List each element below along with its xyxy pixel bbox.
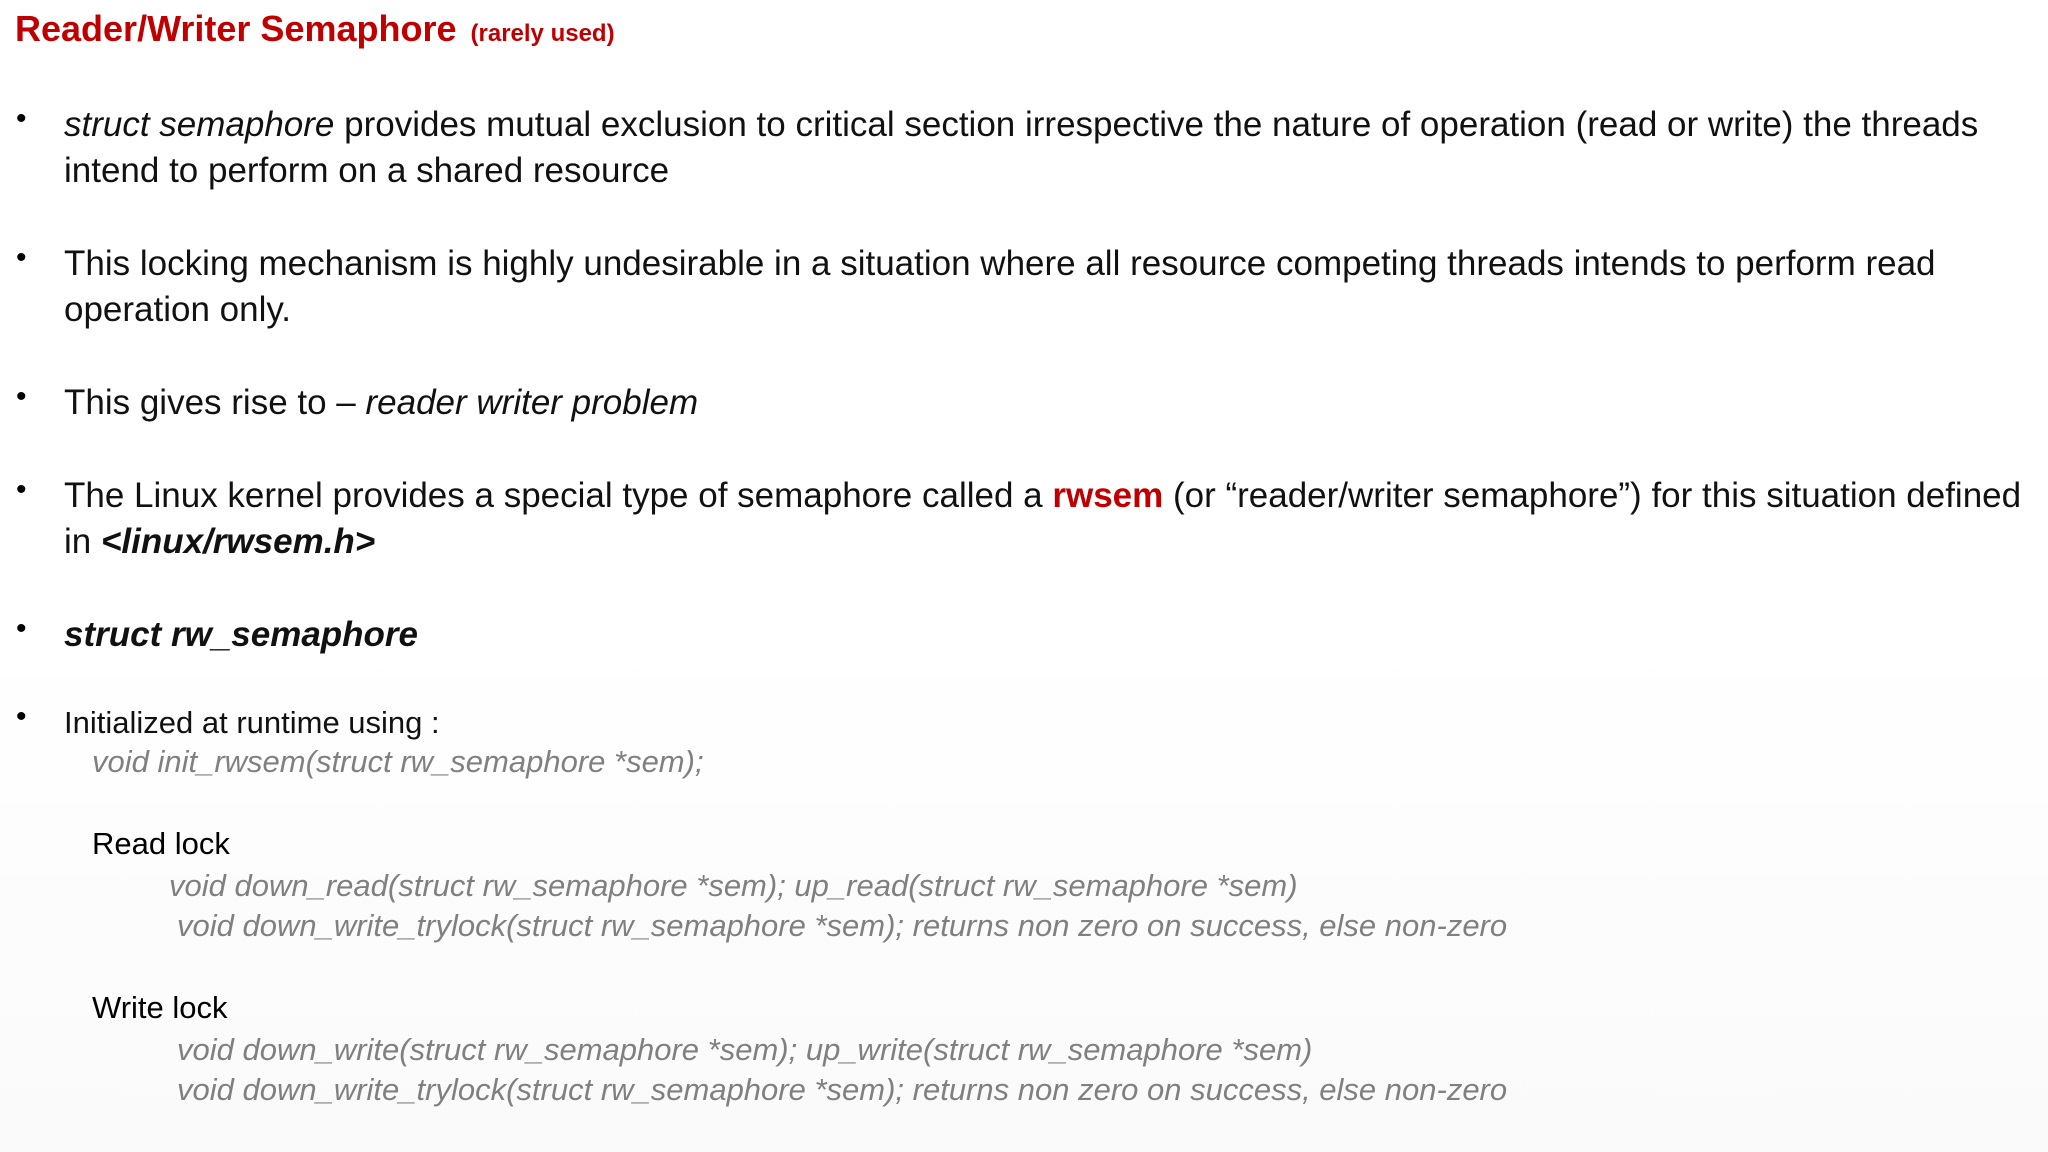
- bullet-2-text: This locking mechanism is highly undesirable in a situation where all resource competing threads intends to perform read operation only.: [64, 244, 1936, 329]
- bullet-dot: •: [16, 700, 27, 733]
- bullet-3-text: [64, 380, 2034, 426]
- write-lock-line-2: void down_write_trylock(struct rw_semaphore *sem); returns non zero on success, else non-zero: [177, 1072, 1508, 1107]
- write-lock-line-1: void down_write(struct rw_semaphore *sem); up_write(struct rw_semaphore *sem): [177, 1032, 1313, 1067]
- init-rwsem-code: void init_rwsem(struct rw_semaphore *sem);: [92, 744, 704, 779]
- bullet-3-em: reader writer problem: [365, 383, 699, 422]
- bullet-4-after: (or “reader/writer semaphore”) for this situation defined in: [64, 476, 2022, 561]
- bullet-4-before: The Linux kernel provides a special type of semaphore called a: [64, 476, 1053, 515]
- bullet-1-body: provides mutual exclusion to critical section irrespective the nature of operation (read or write) the threads intend to perform on a shared resource: [64, 105, 1979, 190]
- title-text: Reader/Writer Semaphore: [15, 8, 457, 49]
- bullet-4-text: [64, 473, 2034, 565]
- read-lock-label: Read lock: [92, 826, 230, 861]
- bullet-dot: •: [16, 380, 27, 413]
- bullet-dot: •: [16, 102, 27, 135]
- rwsem-highlight: rwsem: [1052, 476, 1164, 515]
- bullet-6-text: Initialized at runtime using :: [64, 705, 440, 740]
- bullet-1-text: [64, 102, 2034, 194]
- rwsem-header: <linux/rwsem.h>: [100, 522, 376, 561]
- bullet-5-text: struct rw_semaphore: [64, 615, 419, 654]
- title-note: (rarely used): [470, 20, 615, 47]
- bullet-3-body: This gives rise to –: [64, 383, 366, 422]
- bullet-1-em: struct semaphore: [64, 105, 335, 144]
- bullet-dot: •: [16, 612, 27, 645]
- read-lock-line-1: void down_read(struct rw_semaphore *sem); up_read(struct rw_semaphore *sem): [169, 868, 1298, 903]
- read-lock-line-2: void down_write_trylock(struct rw_semaphore *sem); returns non zero on success, else non-zero: [177, 908, 1508, 943]
- bullet-dot: •: [16, 241, 27, 274]
- write-lock-label: Write lock: [92, 990, 228, 1025]
- bullet-dot: •: [16, 473, 27, 506]
- slide-title: [15, 8, 615, 50]
